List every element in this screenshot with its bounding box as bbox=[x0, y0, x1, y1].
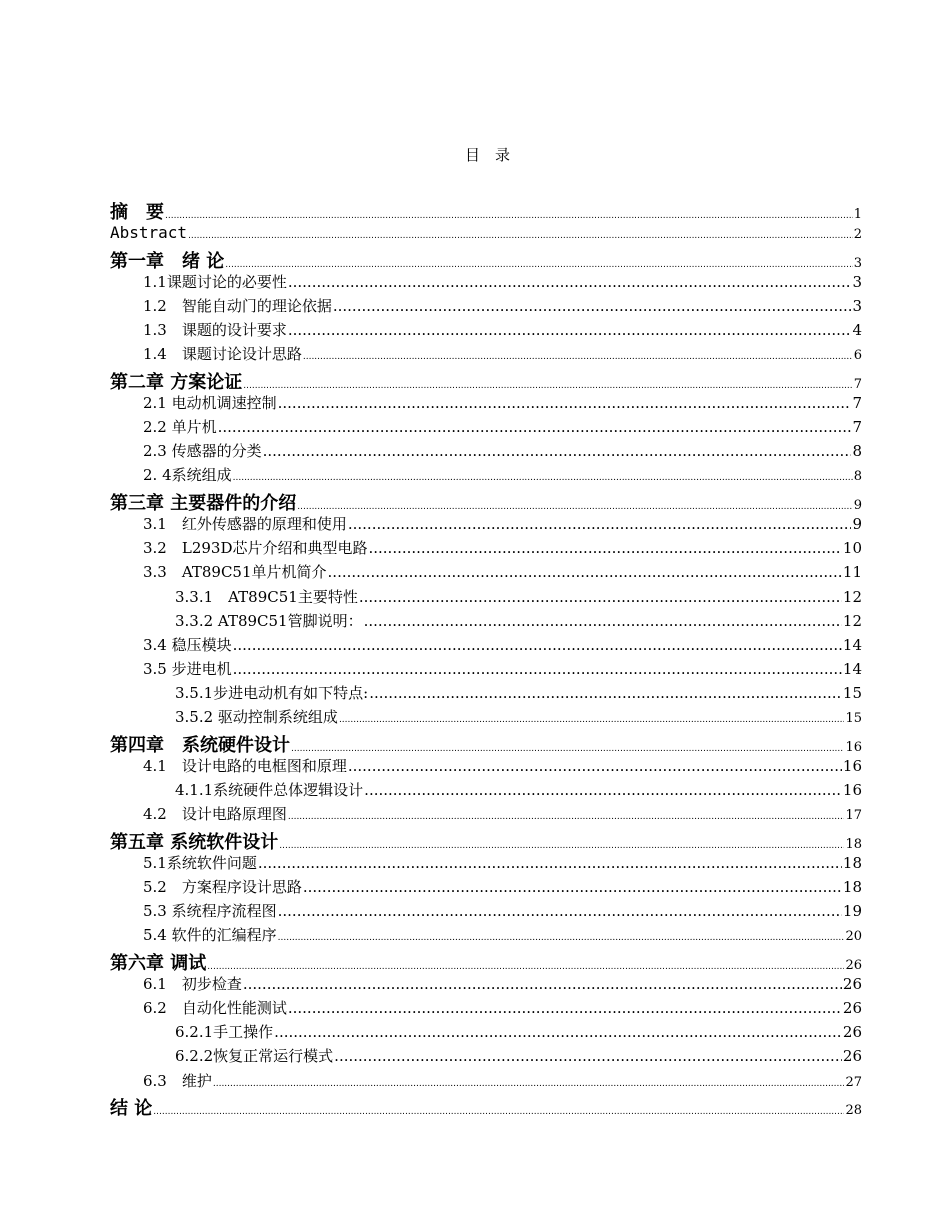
toc-page-number: 18 bbox=[845, 837, 862, 852]
toc-entry[interactable] bbox=[175, 779, 862, 800]
toc-page-number: 14 bbox=[842, 660, 862, 678]
toc-entry-label: 第三章 主要器件的介绍 bbox=[110, 493, 297, 514]
toc-entry-label: 第五章 系统软件设计 bbox=[110, 832, 279, 853]
toc-entry-label: 6.3 维护 bbox=[143, 1072, 212, 1090]
toc-leader bbox=[233, 660, 842, 678]
toc-entry-label: 1.4 课题讨论设计思路 bbox=[143, 345, 302, 363]
toc-entry[interactable] bbox=[143, 852, 862, 873]
toc-entry-label: 2.2 单片机 bbox=[143, 418, 217, 436]
toc-leader bbox=[278, 394, 852, 412]
toc-entry[interactable] bbox=[143, 634, 862, 655]
toc-page-number: 26 bbox=[842, 999, 862, 1017]
toc-leader bbox=[339, 715, 845, 725]
toc-page-number: 20 bbox=[845, 929, 862, 944]
toc-entry[interactable] bbox=[143, 416, 862, 437]
toc-page-number: 7 bbox=[852, 418, 862, 436]
toc-entry-label: 3.5.2 驱动控制系统组成 bbox=[175, 708, 338, 726]
toc-leader bbox=[213, 1079, 845, 1089]
toc-title: 目 录 bbox=[464, 146, 510, 164]
toc-page-number: 3 bbox=[852, 297, 862, 315]
toc-page-number: 26 bbox=[842, 1047, 862, 1065]
toc-page-number: 15 bbox=[845, 711, 862, 726]
toc-entry[interactable] bbox=[110, 489, 862, 515]
toc-leader bbox=[165, 211, 853, 221]
toc-page-number: 19 bbox=[842, 902, 862, 920]
toc-page-number: 4 bbox=[852, 321, 862, 339]
toc-entry[interactable] bbox=[143, 319, 862, 340]
toc-page-number: 8 bbox=[853, 469, 862, 484]
toc-page-number: 28 bbox=[845, 1103, 862, 1118]
toc-page-number: 9 bbox=[853, 498, 862, 513]
toc-entry[interactable] bbox=[110, 247, 862, 273]
toc-entry[interactable] bbox=[143, 755, 862, 776]
toc-leader bbox=[328, 563, 842, 581]
toc-leader bbox=[278, 902, 842, 920]
toc-entry[interactable] bbox=[143, 440, 862, 461]
toc-entry-label: 3.4 稳压模块 bbox=[143, 636, 232, 654]
toc-entry[interactable] bbox=[175, 610, 862, 631]
toc-page-number: 18 bbox=[842, 878, 862, 896]
toc-entry-label: 3.5 步进电机 bbox=[143, 660, 232, 678]
toc-entry-label: 1.1课题讨论的必要性 bbox=[143, 273, 287, 291]
toc-entry[interactable] bbox=[175, 1045, 862, 1066]
toc-page-number: 6 bbox=[853, 348, 862, 363]
toc-leader bbox=[364, 781, 842, 799]
toc-leader bbox=[288, 321, 852, 339]
toc-entry-label: 6.2 自动化性能测试 bbox=[143, 999, 287, 1017]
toc-entry-label: 6.1 初步检查 bbox=[143, 975, 242, 993]
toc-entry-label: 6.2.1手工操作 bbox=[175, 1023, 274, 1041]
toc-entry-label: Abstract bbox=[110, 223, 188, 242]
toc-entry-label: 2.3 传感器的分类 bbox=[143, 442, 262, 460]
toc-leader bbox=[334, 1047, 842, 1065]
toc-leader bbox=[288, 999, 842, 1017]
toc-entry[interactable] bbox=[143, 900, 862, 921]
toc-entry-label: 第一章 绪 论 bbox=[110, 251, 225, 272]
toc-entry[interactable] bbox=[143, 295, 862, 316]
toc-leader bbox=[303, 352, 853, 362]
toc-entry-label: 第四章 系统硬件设计 bbox=[110, 735, 290, 756]
toc-leader bbox=[303, 878, 842, 896]
toc-leader bbox=[297, 502, 852, 512]
toc-leader bbox=[288, 273, 852, 291]
toc-entry[interactable] bbox=[143, 803, 862, 824]
toc-leader bbox=[291, 744, 844, 754]
toc-leader bbox=[348, 515, 852, 533]
toc-entry[interactable] bbox=[143, 271, 862, 292]
toc-leader bbox=[153, 1107, 844, 1117]
toc-entry[interactable] bbox=[143, 973, 862, 994]
toc-entry[interactable] bbox=[143, 561, 862, 582]
toc-entry-label: 3.3.1 AT89C51主要特性 bbox=[175, 588, 358, 606]
toc-leader bbox=[333, 297, 852, 315]
toc-entry-label: 第二章 方案论证 bbox=[110, 372, 243, 393]
toc-entry[interactable] bbox=[175, 682, 862, 703]
toc-entry[interactable] bbox=[143, 924, 862, 945]
toc-leader bbox=[364, 612, 842, 630]
toc-leader bbox=[188, 231, 853, 241]
toc-entry[interactable] bbox=[143, 343, 862, 364]
toc-entry[interactable] bbox=[110, 949, 862, 975]
toc-entry[interactable] bbox=[143, 658, 862, 679]
toc-entry-label: 4.2 设计电路原理图 bbox=[143, 805, 287, 823]
toc-leader bbox=[233, 636, 842, 654]
toc-entry-label: 5.4 软件的汇编程序 bbox=[143, 926, 277, 944]
toc-leader bbox=[218, 418, 852, 436]
toc-entry[interactable] bbox=[143, 537, 862, 558]
toc-entry-label: 2.1 电动机调速控制 bbox=[143, 394, 277, 412]
toc-page-number: 9 bbox=[852, 515, 862, 533]
toc-entry-label: 3.5.1步进电动机有如下特点: bbox=[175, 684, 369, 702]
toc-entry[interactable] bbox=[143, 392, 862, 413]
toc-page-number: 7 bbox=[852, 394, 862, 412]
toc-page-number: 11 bbox=[842, 563, 862, 581]
toc-entry-label: 6.2.2恢复正常运行模式 bbox=[175, 1047, 334, 1065]
toc-entry-label: 5.3 系统程序流程图 bbox=[143, 902, 277, 920]
toc-entry[interactable] bbox=[110, 368, 862, 394]
toc-page-number: 17 bbox=[845, 808, 862, 823]
toc-page-number: 26 bbox=[842, 975, 862, 993]
toc-leader bbox=[243, 975, 842, 993]
toc-entry-label: 4.1.1系统硬件总体逻辑设计 bbox=[175, 781, 364, 799]
toc-entry[interactable] bbox=[175, 1021, 862, 1042]
toc-page-number: 26 bbox=[845, 958, 862, 973]
toc-page-number: 16 bbox=[845, 740, 862, 755]
toc-page-number: 7 bbox=[853, 377, 862, 392]
toc-page-number: 12 bbox=[842, 588, 862, 606]
toc-page-number: 12 bbox=[842, 612, 862, 630]
toc-leader bbox=[225, 260, 852, 270]
toc-page-number: 1 bbox=[853, 207, 862, 222]
toc-leader bbox=[263, 442, 852, 460]
toc-entry[interactable] bbox=[143, 464, 862, 485]
toc-leader bbox=[288, 812, 845, 822]
toc-entry-label: 3.2 L293D芯片介绍和典型电路 bbox=[143, 539, 368, 557]
toc-page-number: 18 bbox=[842, 854, 862, 872]
toc-entry[interactable] bbox=[143, 997, 862, 1018]
toc-entry-label: 4.1 设计电路的电框图和原理 bbox=[143, 757, 347, 775]
toc-leader bbox=[278, 933, 845, 943]
toc-entry-label: 结 论 bbox=[110, 1098, 153, 1119]
toc-entry[interactable] bbox=[110, 828, 862, 854]
toc-entry-label: 3.3 AT89C51单片机简介 bbox=[143, 563, 327, 581]
toc-entry[interactable] bbox=[110, 1094, 862, 1120]
toc-entry[interactable] bbox=[143, 876, 862, 897]
toc-entry-label: 摘 要 bbox=[110, 202, 164, 223]
toc-leader bbox=[274, 1023, 842, 1041]
toc-page-number: 26 bbox=[842, 1023, 862, 1041]
toc-page-number: 3 bbox=[853, 256, 862, 271]
toc-entry-label: 3.1 红外传感器的原理和使用 bbox=[143, 515, 347, 533]
toc-leader bbox=[359, 588, 842, 606]
toc-entry-label: 1.2 智能自动门的理论依据 bbox=[143, 297, 332, 315]
toc-entry-label: 5.2 方案程序设计思路 bbox=[143, 878, 302, 896]
toc-entry[interactable] bbox=[175, 706, 862, 727]
toc-page-number: 3 bbox=[852, 273, 862, 291]
toc-page-number: 8 bbox=[852, 442, 862, 460]
toc-entry-label: 1.3 课题的设计要求 bbox=[143, 321, 287, 339]
toc-entry[interactable] bbox=[143, 1070, 862, 1091]
toc-page-number: 2 bbox=[853, 227, 862, 242]
toc-entry-label: 5.1系统软件问题 bbox=[143, 854, 257, 872]
toc-entry[interactable] bbox=[143, 513, 862, 534]
toc-page-number: 16 bbox=[842, 781, 862, 799]
toc-leader bbox=[233, 473, 853, 483]
toc-entry-label: 第六章 调试 bbox=[110, 953, 207, 974]
toc-entry-label: 2. 4系统组成 bbox=[143, 466, 232, 484]
toc-entry[interactable] bbox=[110, 731, 862, 757]
toc-leader bbox=[279, 841, 844, 851]
toc-page-number: 27 bbox=[845, 1075, 862, 1090]
toc-entry[interactable] bbox=[110, 198, 862, 224]
toc-page-number: 15 bbox=[842, 684, 862, 702]
toc-entry[interactable] bbox=[110, 223, 862, 242]
toc-entry-label: 3.3.2 AT89C51管脚说明： bbox=[175, 612, 363, 630]
toc-page-number: 10 bbox=[842, 539, 862, 557]
toc-entry[interactable] bbox=[175, 586, 862, 607]
toc-leader bbox=[243, 381, 852, 391]
toc-leader bbox=[348, 757, 842, 775]
toc-leader bbox=[369, 684, 842, 702]
toc-page-number: 14 bbox=[842, 636, 862, 654]
toc-leader bbox=[258, 854, 842, 872]
toc-leader bbox=[368, 539, 841, 557]
toc-page-number: 16 bbox=[842, 757, 862, 775]
toc-leader bbox=[207, 962, 844, 972]
